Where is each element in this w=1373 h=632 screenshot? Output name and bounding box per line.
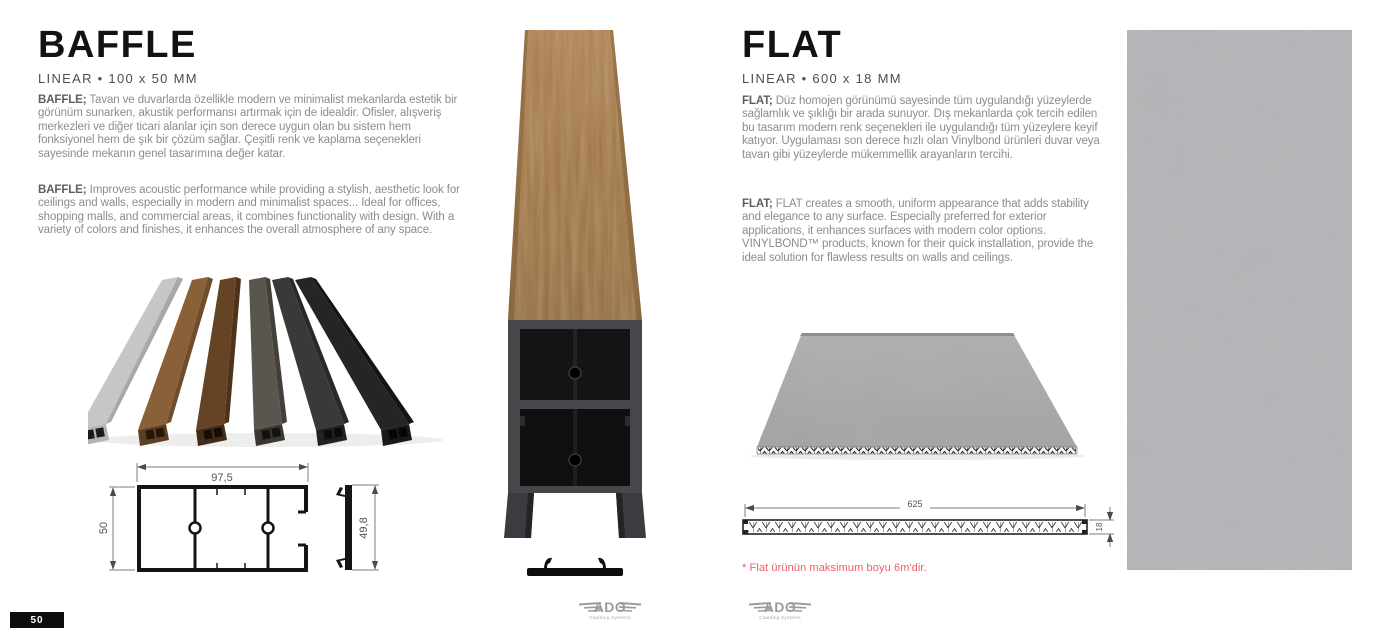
- flat-subtitle: LINEAR • 600 x 18 MM: [742, 71, 902, 86]
- flat-concrete-texture-photo: [1127, 30, 1352, 570]
- baffle-technical-drawing: [95, 448, 395, 600]
- baffle-title: BAFFLE: [38, 24, 197, 66]
- flat-technical-drawing: [740, 495, 1135, 557]
- flat-title: FLAT: [742, 24, 843, 66]
- ado-logo-left-text: ADO: [593, 599, 627, 615]
- baffle-dim-side-height: 49,8: [358, 517, 370, 539]
- baffle-description-turkish: [38, 94, 462, 161]
- flat-dim-height: 18: [1095, 522, 1104, 532]
- baffle-wood-profile-photo: [500, 28, 650, 580]
- flat-description-turkish: [742, 95, 1102, 162]
- flat-tr-lead: FLAT;: [742, 95, 773, 107]
- baffle-dim-width: 97,5: [211, 472, 233, 484]
- ado-logo-right-subtext: Cladding Systems: [759, 615, 801, 620]
- baffle-en-text: Improves acoustic performance while providing a stylish, aesthetic look for ceilings and walls, especially in modern and minimalist spaces... Ideal for offices, shopping malls, and commercial areas, it combines functionality with design. With a variety of colors and finishes, it enhances the overall atmosphere of any space.: [38, 184, 460, 237]
- baffle-subtitle: LINEAR • 100 x 50 MM: [38, 71, 198, 86]
- baffle-profiles-photo: [88, 264, 480, 452]
- ado-logo-right: [748, 594, 812, 624]
- baffle-dim-height: 50: [98, 521, 110, 535]
- flat-en-text: FLAT creates a smooth, uniform appearance that adds stability and elegance to any surface. Especially preferred for exterior applications, it enhances surfaces with modern color options. VINYLBOND™ products, known for their quick installation, provide the ideal solution for flawless results on walls and ceilings.: [742, 198, 1094, 264]
- baffle-en-lead: BAFFLE;: [38, 184, 87, 196]
- ado-logo-left-subtext: Cladding Systems: [589, 615, 631, 620]
- baffle-tr-text: Tavan ve duvarlarda özellikle modern ve minimalist mekanlarda estetik bir görünüm sunarken, akustik performansı artırmak için de idealdir. Ofisler, alışveriş merkezleri ve diğer ticari alanlar için son derece uygun olan bu sistem hem fonksiyonel hem de şık bir çözüm sağlar. Çeşitli renk ve kaplama seçenekleri sayesinde mekanın genel tasarımına değer katar.: [38, 94, 458, 160]
- baffle-description-english: [38, 184, 462, 238]
- ado-logo-right-text: ADO: [763, 599, 797, 615]
- flat-description-english: [742, 198, 1102, 265]
- baffle-tr-lead: BAFFLE;: [38, 94, 87, 106]
- page-number-badge: 50: [10, 612, 64, 628]
- flat-en-lead: FLAT;: [742, 198, 773, 210]
- flat-tr-text: Düz homojen görünümü sayesinde tüm uygulandığı yüzeylerde sağlamlık ve şıklığı bir arada sunuyor. Dış mekanlarda çok tercih edilen bu tasarım modern renk seçenekleri ile uygulandığı tüm yüzeylere keyif katıyor. Uygulaması son derece hızlı olan Vinylbond ürünleri duvar veya tavan gibi yüzeylerde mükemmellik arayanların tercihi.: [742, 95, 1100, 161]
- flat-max-length-note: * Flat ürünün maksimum boyu 6m'dir.: [742, 562, 927, 574]
- flat-panel-photo: [742, 325, 1097, 465]
- ado-logo-left: [578, 594, 642, 624]
- flat-dim-width: 625: [907, 499, 923, 509]
